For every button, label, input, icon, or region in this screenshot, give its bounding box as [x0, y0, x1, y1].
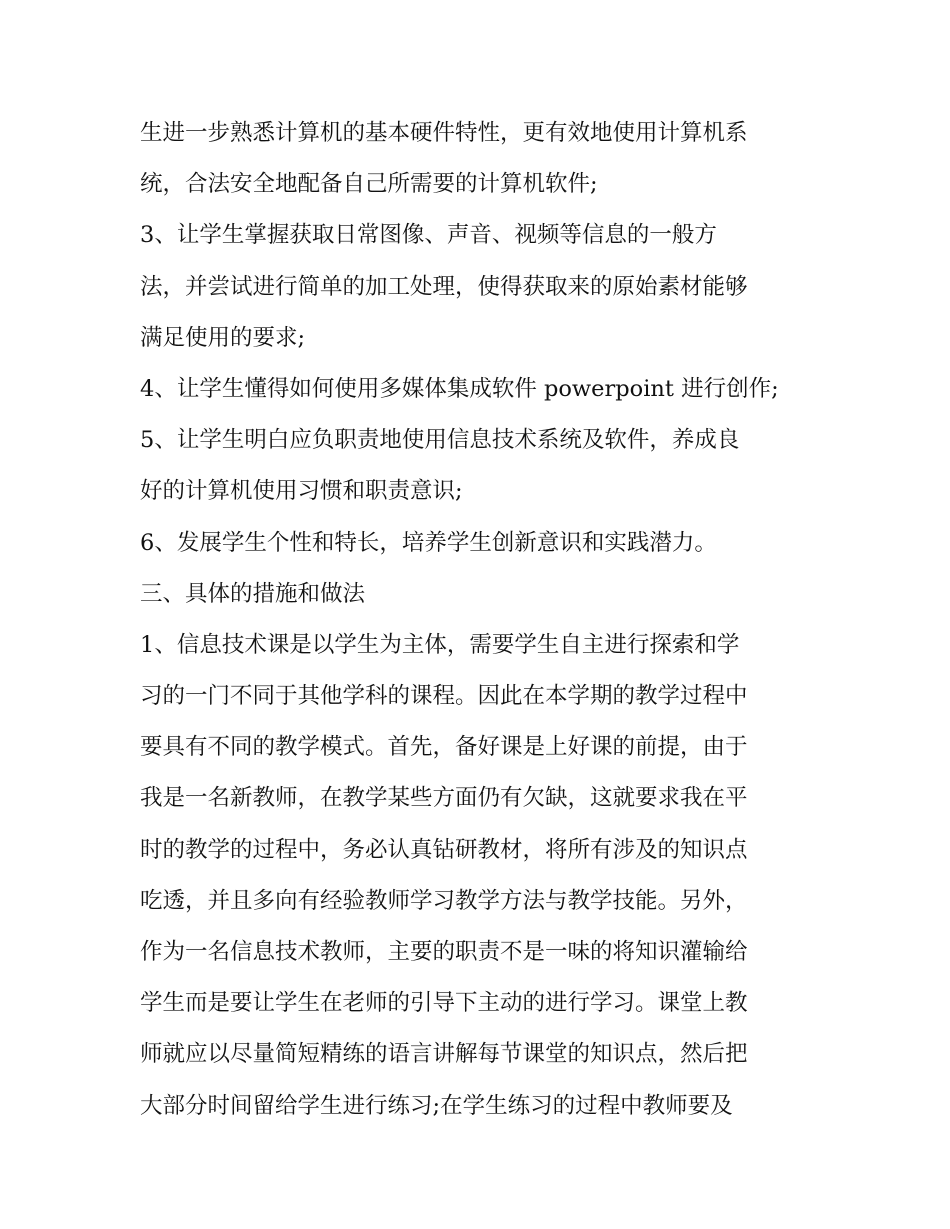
text-line: 1、信息技术课是以学生为主体，需要学生自主进行探索和学 [140, 631, 740, 658]
text-line: 时的教学的过程中，务必认真钻研教材，将所有涉及的知识点 [140, 836, 748, 863]
text-line: 要具有不同的教学模式。首先，备好课是上好课的前提，由于 [140, 734, 748, 761]
section-heading: 三、具体的措施和做法 [140, 580, 366, 607]
text-line: 学生而是要让学生在老师的引导下主动的进行学习。课堂上教 [140, 990, 748, 1017]
text-line: 习的一门不同于其他学科的课程。因此在本学期的教学过程中 [140, 683, 748, 710]
text-line: 5、让学生明白应负职责地使用信息技术系统及软件，养成良 [140, 427, 740, 454]
text-line: 我是一名新教师，在教学某些方面仍有欠缺，这就要求我在平 [140, 785, 748, 812]
text-line: 好的计算机使用习惯和职责意识; [140, 478, 463, 505]
text-line: 4、让学生懂得如何使用多媒体集成软件 powerpoint 进行创作; [140, 375, 779, 402]
text-line: 大部分时间留给学生进行练习;在学生练习的过程中教师要及 [140, 1092, 733, 1119]
text-line: 6、发展学生个性和特长，培养学生创新意识和实践潜力。 [140, 529, 717, 556]
text-line: 生进一步熟悉计算机的基本硬件特性，更有效地使用计算机系 [140, 120, 748, 146]
text-line: 吃透，并且多向有经验教师学习教学方法与教学技能。另外， [140, 887, 748, 914]
text-line: 3、让学生掌握获取日常图像、声音、视频等信息的一般方 [140, 222, 717, 249]
text-line: 师就应以尽量简短精练的语言讲解每节课堂的知识点，然后把 [140, 1041, 748, 1068]
text-line: 满足使用的要求; [140, 324, 306, 351]
body-text [140, 108, 820, 1132]
text-line: 法，并尝试进行简单的加工处理，使得获取来的原始素材能够 [140, 273, 748, 300]
text-line: 作为一名信息技术教师，主要的职责不是一味的将知识灌输给 [140, 939, 748, 965]
text-line: 统，合法安全地配备自己所需要的计算机软件; [140, 171, 598, 198]
